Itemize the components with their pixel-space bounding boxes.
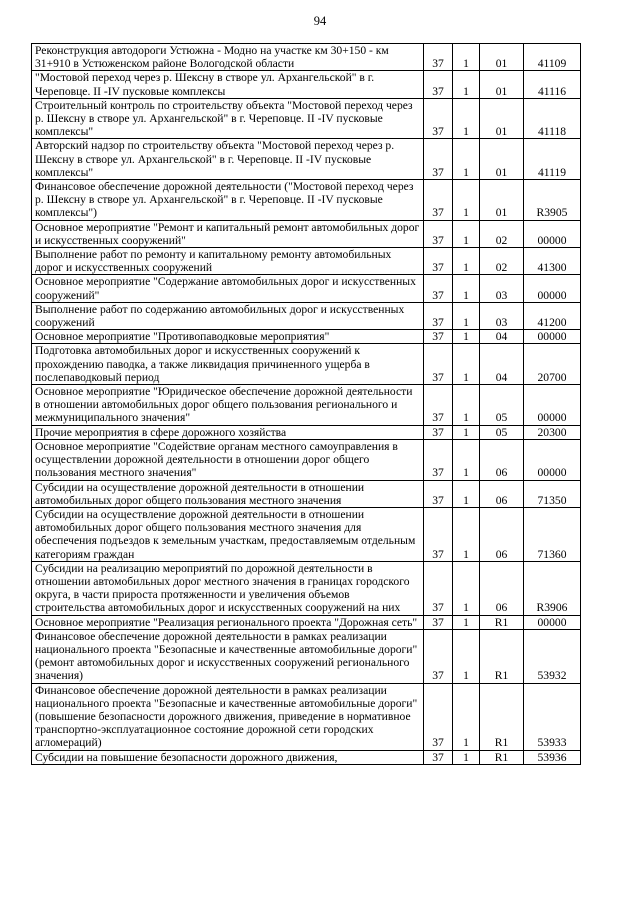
row-code-cell: 1 xyxy=(453,750,480,764)
row-code-cell: 20300 xyxy=(524,425,581,439)
row-code-cell: 1 xyxy=(453,561,480,615)
row-name-cell: Субсидии на повышение безопасности дорожного движения, xyxy=(32,750,424,764)
row-code-cell: 37 xyxy=(424,480,453,507)
table-row xyxy=(32,439,581,480)
row-code-cell: 00000 xyxy=(524,330,581,344)
row-code-cell: 1 xyxy=(453,425,480,439)
row-name-cell: Основное мероприятие "Реализация регионального проекта "Дорожная сеть" xyxy=(32,615,424,629)
row-code-cell: 41200 xyxy=(524,302,581,329)
row-code-cell: 02 xyxy=(480,248,524,275)
row-code-cell: 37 xyxy=(424,439,453,480)
table-body xyxy=(32,44,581,765)
row-code-cell: 1 xyxy=(453,275,480,302)
row-name-cell: Выполнение работ по ремонту и капитальному ремонту автомобильных дорог и искусственных сооружений xyxy=(32,248,424,275)
row-code-cell: R1 xyxy=(480,750,524,764)
row-code-cell: 02 xyxy=(480,220,524,247)
row-code-cell: 1 xyxy=(453,480,480,507)
row-code-cell: 1 xyxy=(453,180,480,221)
row-code-cell: 37 xyxy=(424,44,453,71)
row-code-cell: 01 xyxy=(480,98,524,139)
row-code-cell: 06 xyxy=(480,561,524,615)
row-code-cell: 04 xyxy=(480,344,524,385)
table-row xyxy=(32,302,581,329)
row-name-cell: Основное мероприятие "Содействие органам местного самоуправления в осуществлении дорожной деятельности в отношении дорог общего пользования местного значения" xyxy=(32,439,424,480)
row-name-cell: Реконструкция автодороги Устюжна - Модно на участке км 30+150 - км 31+910 в Устюженском районе Вологодской области xyxy=(32,44,424,71)
row-code-cell: 37 xyxy=(424,98,453,139)
table-row xyxy=(32,750,581,764)
row-code-cell: 1 xyxy=(453,385,480,426)
row-code-cell: 1 xyxy=(453,139,480,180)
row-code-cell: 04 xyxy=(480,330,524,344)
row-name-cell: Финансовое обеспечение дорожной деятельности в рамках реализации национального проекта "Безопасные и качественные автомобильные дороги" (повышение безопасности дорожного движения, приведение в нормативное транспортно-эксплуатационное состояние дорожной сети городских агломераций) xyxy=(32,683,424,750)
table-row xyxy=(32,507,581,561)
table-row xyxy=(32,425,581,439)
row-code-cell: 41119 xyxy=(524,139,581,180)
row-code-cell: 01 xyxy=(480,44,524,71)
row-code-cell: R3906 xyxy=(524,561,581,615)
row-code-cell: 1 xyxy=(453,44,480,71)
row-code-cell: 37 xyxy=(424,139,453,180)
table-row xyxy=(32,683,581,750)
row-name-cell: Основное мероприятие "Противопаводковые мероприятия" xyxy=(32,330,424,344)
table-row xyxy=(32,615,581,629)
row-code-cell: 00000 xyxy=(524,385,581,426)
row-code-cell: 1 xyxy=(453,248,480,275)
table-row xyxy=(32,480,581,507)
row-code-cell: 37 xyxy=(424,248,453,275)
row-code-cell: 05 xyxy=(480,385,524,426)
row-code-cell: 1 xyxy=(453,344,480,385)
table-row xyxy=(32,330,581,344)
row-code-cell: 37 xyxy=(424,750,453,764)
row-code-cell: R1 xyxy=(480,615,524,629)
row-code-cell: 71360 xyxy=(524,507,581,561)
row-name-cell: Финансовое обеспечение дорожной деятельности в рамках реализации национального проекта "Безопасные и качественные автомобильные дороги" (ремонт автомобильных дорог и искусственных сооружений регионального значения) xyxy=(32,629,424,683)
table-row xyxy=(32,71,581,98)
row-code-cell: 37 xyxy=(424,330,453,344)
row-code-cell: 37 xyxy=(424,302,453,329)
row-code-cell: 41118 xyxy=(524,98,581,139)
row-name-cell: Прочие мероприятия в сфере дорожного хозяйства xyxy=(32,425,424,439)
row-name-cell: Субсидии на осуществление дорожной деятельности в отношении автомобильных дорог общего пользования местного значения xyxy=(32,480,424,507)
row-code-cell: 1 xyxy=(453,98,480,139)
row-name-cell: Выполнение работ по содержанию автомобильных дорог и искусственных сооружений xyxy=(32,302,424,329)
budget-classification-table xyxy=(31,43,581,765)
row-code-cell: 41116 xyxy=(524,71,581,98)
row-code-cell: 06 xyxy=(480,480,524,507)
row-code-cell: 1 xyxy=(453,507,480,561)
row-code-cell: 1 xyxy=(453,615,480,629)
row-code-cell: 37 xyxy=(424,275,453,302)
row-code-cell: 53936 xyxy=(524,750,581,764)
row-code-cell: 1 xyxy=(453,439,480,480)
row-name-cell: Субсидии на осуществление дорожной деятельности в отношении автомобильных дорог общего пользования местного значения для обеспечения подъездов к земельным участкам, предоставляемым отдельным категориям граждан xyxy=(32,507,424,561)
row-name-cell: Основное мероприятие "Ремонт и капитальный ремонт автомобильных дорог и искусственных сооружений" xyxy=(32,220,424,247)
table-row xyxy=(32,561,581,615)
row-code-cell: R1 xyxy=(480,629,524,683)
row-code-cell: 06 xyxy=(480,507,524,561)
row-code-cell: 1 xyxy=(453,71,480,98)
row-name-cell: "Мостовой переход через р. Шексну в створе ул. Архангельской" в г. Череповце. II -IV пусковые комплексы xyxy=(32,71,424,98)
table-row xyxy=(32,248,581,275)
row-code-cell: 03 xyxy=(480,275,524,302)
row-name-cell: Основное мероприятие "Содержание автомобильных дорог и искусственных сооружений" xyxy=(32,275,424,302)
row-code-cell: 00000 xyxy=(524,615,581,629)
row-code-cell: 37 xyxy=(424,71,453,98)
row-code-cell: 37 xyxy=(424,425,453,439)
row-code-cell: 41109 xyxy=(524,44,581,71)
row-code-cell: 01 xyxy=(480,71,524,98)
row-name-cell: Финансовое обеспечение дорожной деятельности ("Мостовой переход через р. Шексну в створе ул. Архангельской" в г. Череповце. II -IV пусковые комплексы") xyxy=(32,180,424,221)
table-row xyxy=(32,180,581,221)
row-code-cell: 01 xyxy=(480,180,524,221)
row-code-cell: 37 xyxy=(424,629,453,683)
row-code-cell: 1 xyxy=(453,302,480,329)
row-name-cell: Авторский надзор по строительству объекта "Мостовой переход через р. Шексну в створе ул. Архангельской" в г. Череповце. II -IV пусковые комплексы" xyxy=(32,139,424,180)
row-code-cell: 06 xyxy=(480,439,524,480)
row-code-cell: R3905 xyxy=(524,180,581,221)
row-code-cell: 37 xyxy=(424,561,453,615)
row-code-cell: 37 xyxy=(424,615,453,629)
row-code-cell: 03 xyxy=(480,302,524,329)
table-row xyxy=(32,629,581,683)
row-name-cell: Строительный контроль по строительству объекта "Мостовой переход через р. Шексну в створе ул. Архангельской" в г. Череповце. II -IV пусковые комплексы" xyxy=(32,98,424,139)
row-code-cell: 37 xyxy=(424,683,453,750)
table-row xyxy=(32,139,581,180)
row-code-cell: 20700 xyxy=(524,344,581,385)
row-code-cell: 00000 xyxy=(524,439,581,480)
row-name-cell: Основное мероприятие "Юридическое обеспечение дорожной деятельности в отношении автомобильных дорог общего пользования регионального и межмуниципального значения" xyxy=(32,385,424,426)
table-row xyxy=(32,98,581,139)
table-row xyxy=(32,344,581,385)
row-code-cell: 1 xyxy=(453,683,480,750)
page-number: 94 xyxy=(313,14,327,28)
table-row xyxy=(32,385,581,426)
row-code-cell: 37 xyxy=(424,507,453,561)
row-code-cell: 41300 xyxy=(524,248,581,275)
row-code-cell: 1 xyxy=(453,629,480,683)
row-code-cell: 1 xyxy=(453,330,480,344)
row-code-cell: 37 xyxy=(424,220,453,247)
row-name-cell: Подготовка автомобильных дорог и искусственных сооружений к прохождению паводка, а также ликвидация причиненного ущерба в послепаводковый период xyxy=(32,344,424,385)
table-row xyxy=(32,220,581,247)
row-code-cell: 1 xyxy=(453,220,480,247)
row-code-cell: 00000 xyxy=(524,275,581,302)
row-code-cell: 37 xyxy=(424,180,453,221)
row-code-cell: 05 xyxy=(480,425,524,439)
row-code-cell: 37 xyxy=(424,385,453,426)
row-code-cell: 53933 xyxy=(524,683,581,750)
row-code-cell: R1 xyxy=(480,683,524,750)
row-code-cell: 53932 xyxy=(524,629,581,683)
row-code-cell: 37 xyxy=(424,344,453,385)
row-code-cell: 01 xyxy=(480,139,524,180)
row-code-cell: 00000 xyxy=(524,220,581,247)
row-name-cell: Субсидии на реализацию мероприятий по дорожной деятельности в отношении автомобильных дорог местного значения в границах городского округа, в части прироста протяженности и увеличения объемов строительства автомобильных дорог и искусственных сооружений на них xyxy=(32,561,424,615)
row-code-cell: 71350 xyxy=(524,480,581,507)
table-row xyxy=(32,44,581,71)
table-row xyxy=(32,275,581,302)
